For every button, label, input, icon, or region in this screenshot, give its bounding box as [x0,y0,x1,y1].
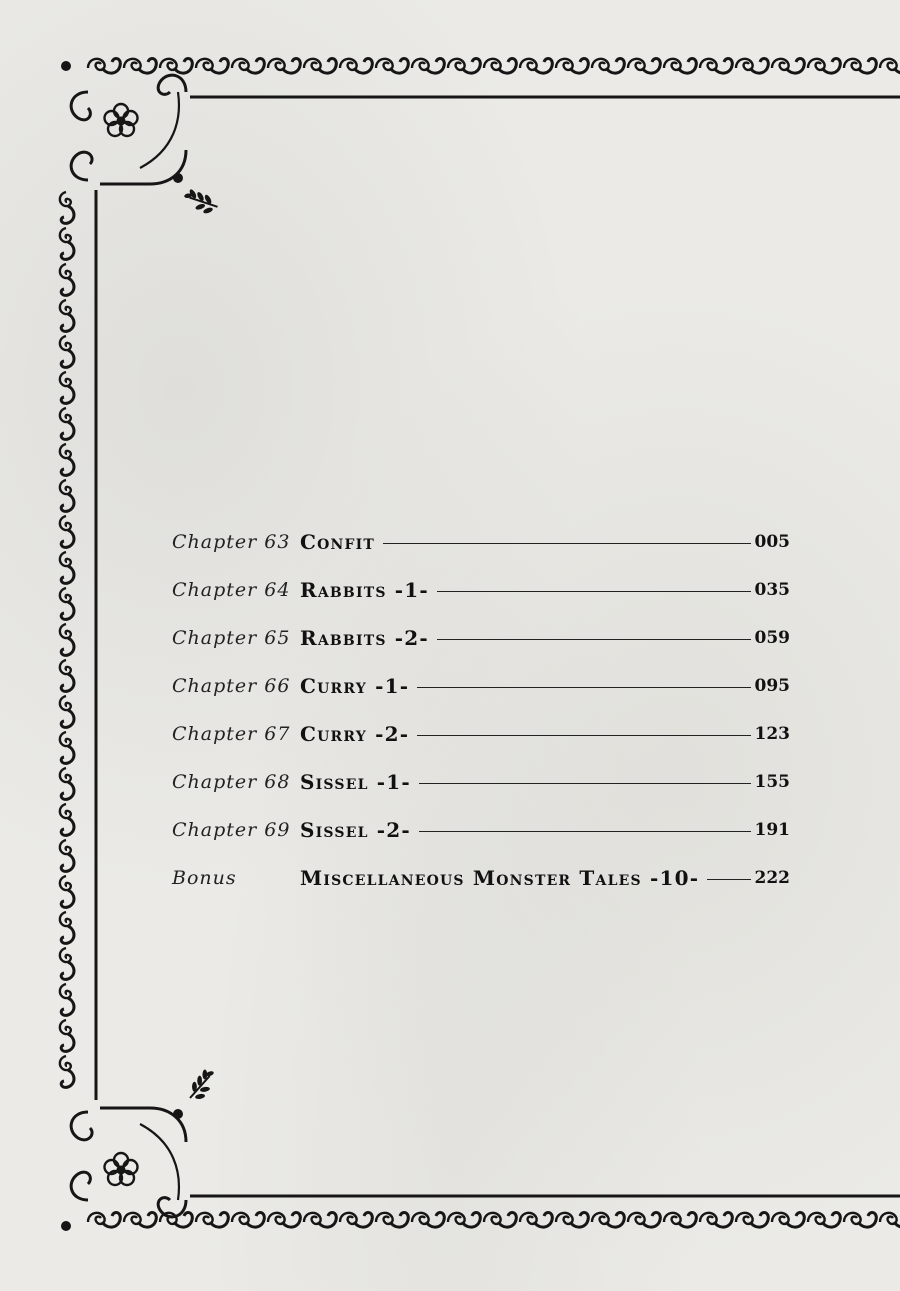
chapter-label: Chapter 63 [172,531,291,553]
toc-entry[interactable] [172,710,790,758]
chapter-title: Confit [300,530,376,554]
leader-rule [383,543,750,544]
chapter-title: Rabbits -1- [300,578,429,602]
chapter-label: Chapter 65 [172,627,291,649]
leader-rule [707,879,750,880]
chapter-label: Chapter 69 [172,819,291,841]
toc-entry[interactable] [172,662,790,710]
chapter-title: Curry -1- [300,674,410,698]
chapter-label: Bonus [172,867,237,889]
toc-entry[interactable] [172,614,790,662]
chapter-title: Rabbits -2- [300,626,429,650]
page-number: 095 [754,676,790,696]
chapter-title: Sissel -2- [300,818,411,842]
chapter-label: Chapter 64 [172,579,291,601]
chapter-title: Curry -2- [300,722,410,746]
bottom-scroll-border [88,1213,900,1228]
chapter-title: Miscellaneous Monster Tales -10- [300,866,700,890]
chapter-label: Chapter 68 [172,771,291,793]
leader-rule [417,687,750,688]
leader-rule [419,783,751,784]
chapter-title: Sissel -1- [300,770,411,794]
leader-rule [437,591,751,592]
leader-rule [419,831,751,832]
top-left-corner-ornament [61,61,186,184]
toc-entry[interactable] [172,758,790,806]
page-number: 035 [754,580,790,600]
chapter-label: Chapter 66 [172,675,291,697]
page-number: 155 [754,772,790,792]
toc-entry[interactable] [172,518,790,566]
leaf-sprig-icon [183,185,218,218]
leader-rule [437,639,751,640]
page-number: 222 [754,868,790,888]
page-number: 059 [754,628,790,648]
leaf-sprig-icon [182,1066,221,1103]
page-number: 005 [754,532,790,552]
toc-entry[interactable] [172,566,790,614]
table-of-contents [172,518,790,902]
top-scroll-border [88,59,900,74]
toc-entry[interactable] [172,806,790,854]
chapter-label: Chapter 67 [172,723,291,745]
page-number: 123 [754,724,790,744]
left-scroll-border [60,192,74,1087]
toc-entry[interactable] [172,854,790,902]
leader-rule [417,735,750,736]
page-number: 191 [754,820,790,840]
